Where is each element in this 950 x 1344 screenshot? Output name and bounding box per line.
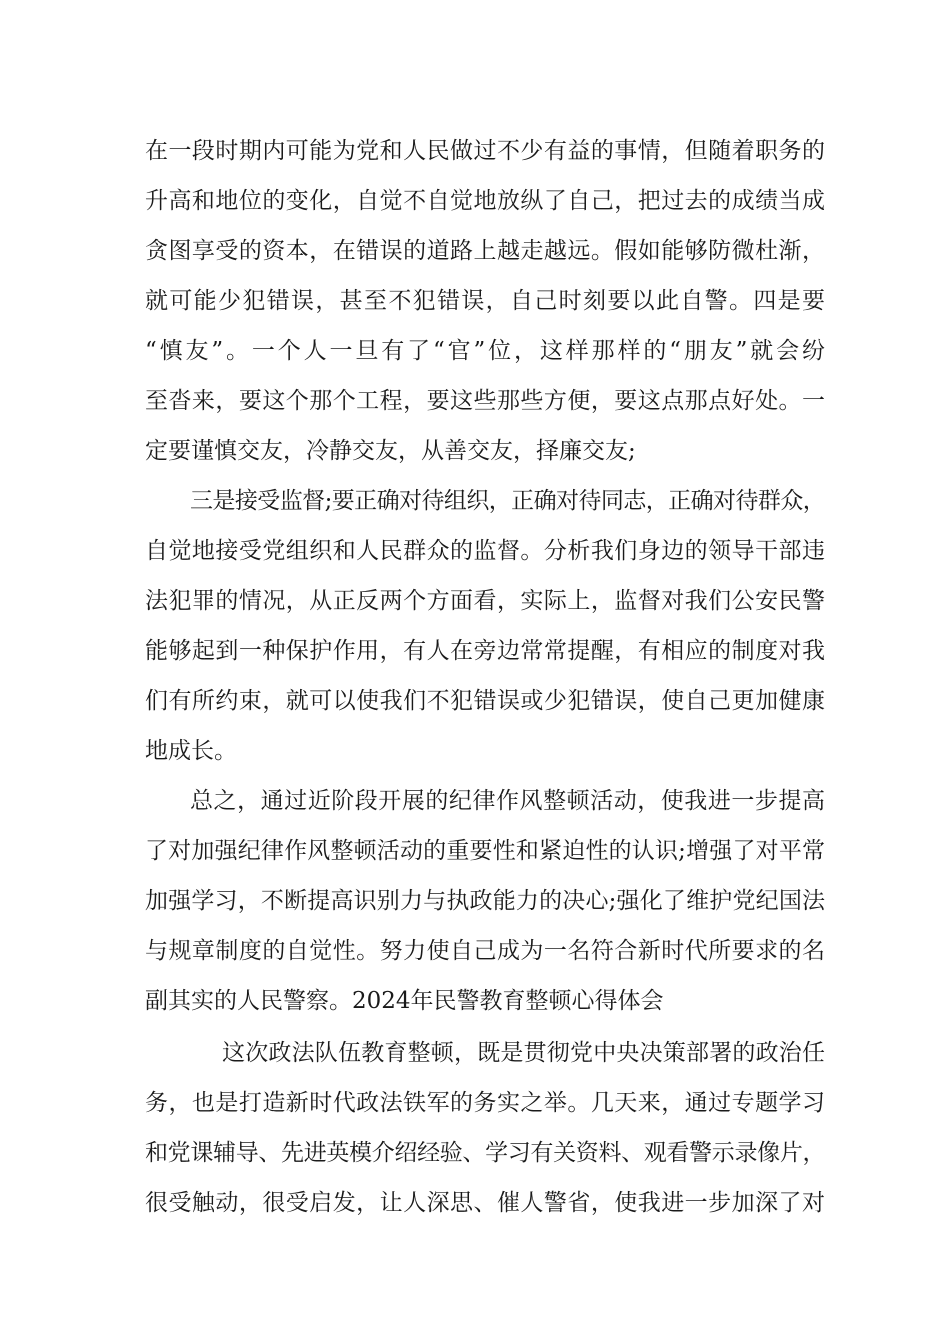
text-line: 定要谨慎交友，冷静交友，从善交友，择廉交友; xyxy=(145,438,636,464)
text-line: 能够起到一种保护作用，有人在旁边常常提醒，有相应的制度对我 xyxy=(145,638,825,664)
text-line: 至沓来，要这个那个工程，要这些那些方便，要这点那点好处。一 xyxy=(145,388,825,414)
text-line: 升高和地位的变化，自觉不自觉地放纵了自己，把过去的成绩当成 xyxy=(145,188,825,214)
text-line: 法犯罪的情况，从正反两个方面看，实际上，监督对我们公安民警 xyxy=(145,588,825,614)
text-line: “慎友”。一个人一旦有了“官”位，这样那样的“朋友”就会纷 xyxy=(145,338,825,364)
text-line: 地成长。 xyxy=(145,738,237,764)
text-line: 副其实的人民警察。2024年民警教育整顿心得体会 xyxy=(145,988,664,1014)
text-line: 这次政法队伍教育整顿，既是贯彻党中央决策部署的政治任 xyxy=(222,1040,825,1066)
text-line: 加强学习，不断提高识别力与执政能力的决心;强化了维护党纪国法 xyxy=(145,888,825,914)
text-line: 自觉地接受党组织和人民群众的监督。分析我们身边的领导干部违 xyxy=(145,538,825,564)
text-line: 总之，通过近阶段开展的纪律作风整顿活动，使我进一步提高 xyxy=(190,788,825,814)
text-line: 们有所约束，就可以使我们不犯错误或少犯错误，使自己更加健康 xyxy=(145,688,825,714)
text-line: 贪图享受的资本，在错误的道路上越走越远。假如能够防微杜渐， xyxy=(145,238,825,264)
text-line: 和党课辅导、先进英模介绍经验、学习有关资料、观看警示录像片， xyxy=(145,1140,825,1166)
text-line: 在一段时期内可能为党和人民做过不少有益的事情，但随着职务的 xyxy=(145,138,825,164)
text-line: 了对加强纪律作风整顿活动的重要性和紧迫性的认识;增强了对平常 xyxy=(145,838,825,864)
text-line: 就可能少犯错误，甚至不犯错误，自己时刻要以此自警。四是要 xyxy=(145,288,825,314)
text-line: 三是接受监督;要正确对待组织，正确对待同志，正确对待群众， xyxy=(190,488,825,514)
text-line: 务，也是打造新时代政法铁军的务实之举。几天来，通过专题学习 xyxy=(145,1090,825,1116)
text-line: 与规章制度的自觉性。努力使自己成为一名符合新时代所要求的名 xyxy=(145,938,825,964)
text-line: 很受触动，很受启发，让人深思、催人警省，使我进一步加深了对 xyxy=(145,1190,825,1216)
